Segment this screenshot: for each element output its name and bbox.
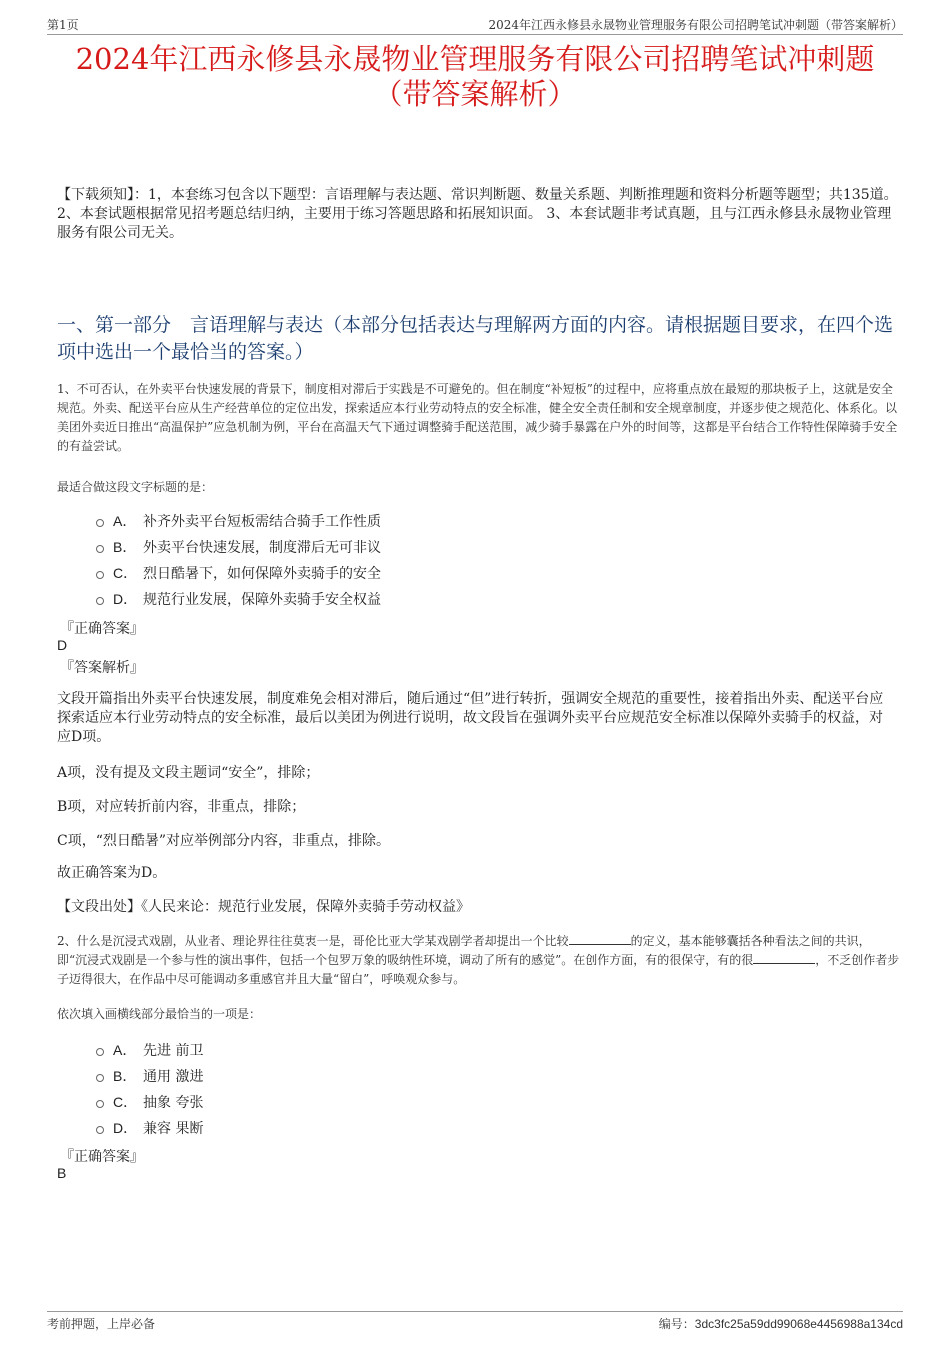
download-notice: 【下载须知】：1，本套练习包含以下题型：言语理解与表达题、常识判断题、数量关系题、判断推理题和资料分析题等题型；共135道。 2、本套试题根据常见招考题总结归纳，主要用于练习答题思路和拓展知识面。 3、本套试题非考试真题，且与江西永修县永晟物业管理服务有限公司无关。	[57, 187, 898, 241]
analysis-text: 文段开篇指出外卖平台快速发展，制度难免会相对滞后，随后通过“但”进行转折，强调安全规范的重要性，接着指出外卖、配送平台应探索适应本行业劳动特点的安全标准，最后以美团为例进行说明，故文段旨在强调外卖平台应规范安全标准以保障外卖骑手的权益，对应D项。	[57, 691, 884, 745]
radio-icon[interactable]	[96, 597, 104, 605]
header-doc-name: 2024年江西永修县永晟物业管理服务有限公司招聘笔试冲刺题（带答案解析）	[488, 18, 903, 32]
source-citation: 【文段出处】《人民来论：规范行业发展，保障外卖骑手劳动权益》	[57, 899, 470, 915]
radio-icon[interactable]	[96, 571, 104, 579]
option-b[interactable]: B． 通用 激进	[96, 1063, 203, 1089]
question-2-prompt: 依次填入画横线部分最恰当的一项是：	[57, 1007, 262, 1021]
option-a[interactable]: A． 先进 前卫	[96, 1037, 203, 1063]
option-c[interactable]: C． 烈日酷暑下，如何保障外卖骑手的安全	[96, 560, 381, 586]
correct-answer: D	[57, 637, 68, 653]
radio-icon[interactable]	[96, 1100, 104, 1108]
page-number: 第1页	[47, 18, 79, 32]
option-c[interactable]: C． 抽象 夸张	[96, 1089, 203, 1115]
page-header	[47, 14, 903, 35]
question-1-prompt: 最适合做这段文字标题的是：	[57, 480, 214, 494]
document-title	[40, 42, 910, 112]
option-d[interactable]: D． 兼容 果断	[96, 1115, 203, 1141]
option-c-note: C项，“烈日酷暑”对应举例部分内容，非重点，排除。	[57, 833, 391, 849]
section-title: 一、第一部分 言语理解与表达（本部分包括表达与理解两方面的内容。请根据题目要求，在四个选项中选出一个最恰当的答案。）	[57, 314, 894, 363]
radio-icon[interactable]	[96, 519, 104, 527]
question-1-options	[96, 508, 381, 612]
radio-icon[interactable]	[96, 545, 104, 553]
fill-blank-2[interactable]	[753, 951, 815, 964]
conclusion: 故正确答案为D。	[57, 865, 167, 881]
page-footer	[47, 1311, 903, 1334]
option-b-note: B项，对应转折前内容，非重点，排除；	[57, 799, 306, 815]
title-line-2: （带答案解析）	[373, 77, 577, 111]
document-code: 编号：3dc3fc25a59dd99068e4456988a134cd	[658, 1317, 903, 1331]
footer-slogan: 考前押题，上岸必备	[47, 1317, 156, 1331]
question-1-text: 1、不可否认，在外卖平台快速发展的背景下，制度相对滞后于实践是不可避免的。但在制度“补短板”的过程中，应将重点放在最短的那块板子上，这就是安全规范。外卖、配送平台应从生产经营单位的定位出发，探索适应本行业劳动特点的安全标准，健全安全责任制和安全规章制度，并逐步使之规范化、体系化。以美团外卖近日推出“高温保护”应急机制为例，平台在高温天气下通过调整骑手配送范围，减少骑手暴露在户外的时间等，这都是平台结合工作特性保障骑手安全的有益尝试。	[57, 382, 898, 453]
option-b[interactable]: B． 外卖平台快速发展，制度滞后无可非议	[96, 534, 381, 560]
option-a[interactable]: A． 补齐外卖平台短板需结合骑手工作性质	[96, 508, 381, 534]
question-2-text: 2、什么是沉浸式戏剧，从业者、理论界往往莫衷一是，哥伦比亚大学某戏剧学者却提出一个比较 的定义，基本能够囊括各种看法之间的共识，即“沉浸式戏剧是一个参与性的演出事件，包括一个包罗万象的吸纳性环境，调动了所有的感觉”。在创作方面，有的很保守，有的很 ，不乏创作者步子迈得很大，在作品中尽可能调动多重感官并且大量“留白”，呼唤观众参与。	[57, 934, 900, 986]
radio-icon[interactable]	[96, 1048, 104, 1056]
answer-label: 『正确答案』	[60, 621, 144, 637]
radio-icon[interactable]	[96, 1074, 104, 1082]
correct-answer: B	[57, 1165, 67, 1181]
answer-label: 『正确答案』	[60, 1149, 144, 1165]
fill-blank-1[interactable]	[569, 932, 631, 945]
option-a-note: A项，没有提及文段主题词“安全”，排除；	[57, 765, 320, 781]
analysis-label: 『答案解析』	[60, 660, 144, 676]
option-d[interactable]: D． 规范行业发展，保障外卖骑手安全权益	[96, 586, 381, 612]
question-2-options	[96, 1037, 203, 1141]
title-line-1: 2024年江西永修县永晟物业管理服务有限公司招聘笔试冲刺题	[75, 42, 875, 76]
radio-icon[interactable]	[96, 1126, 104, 1134]
